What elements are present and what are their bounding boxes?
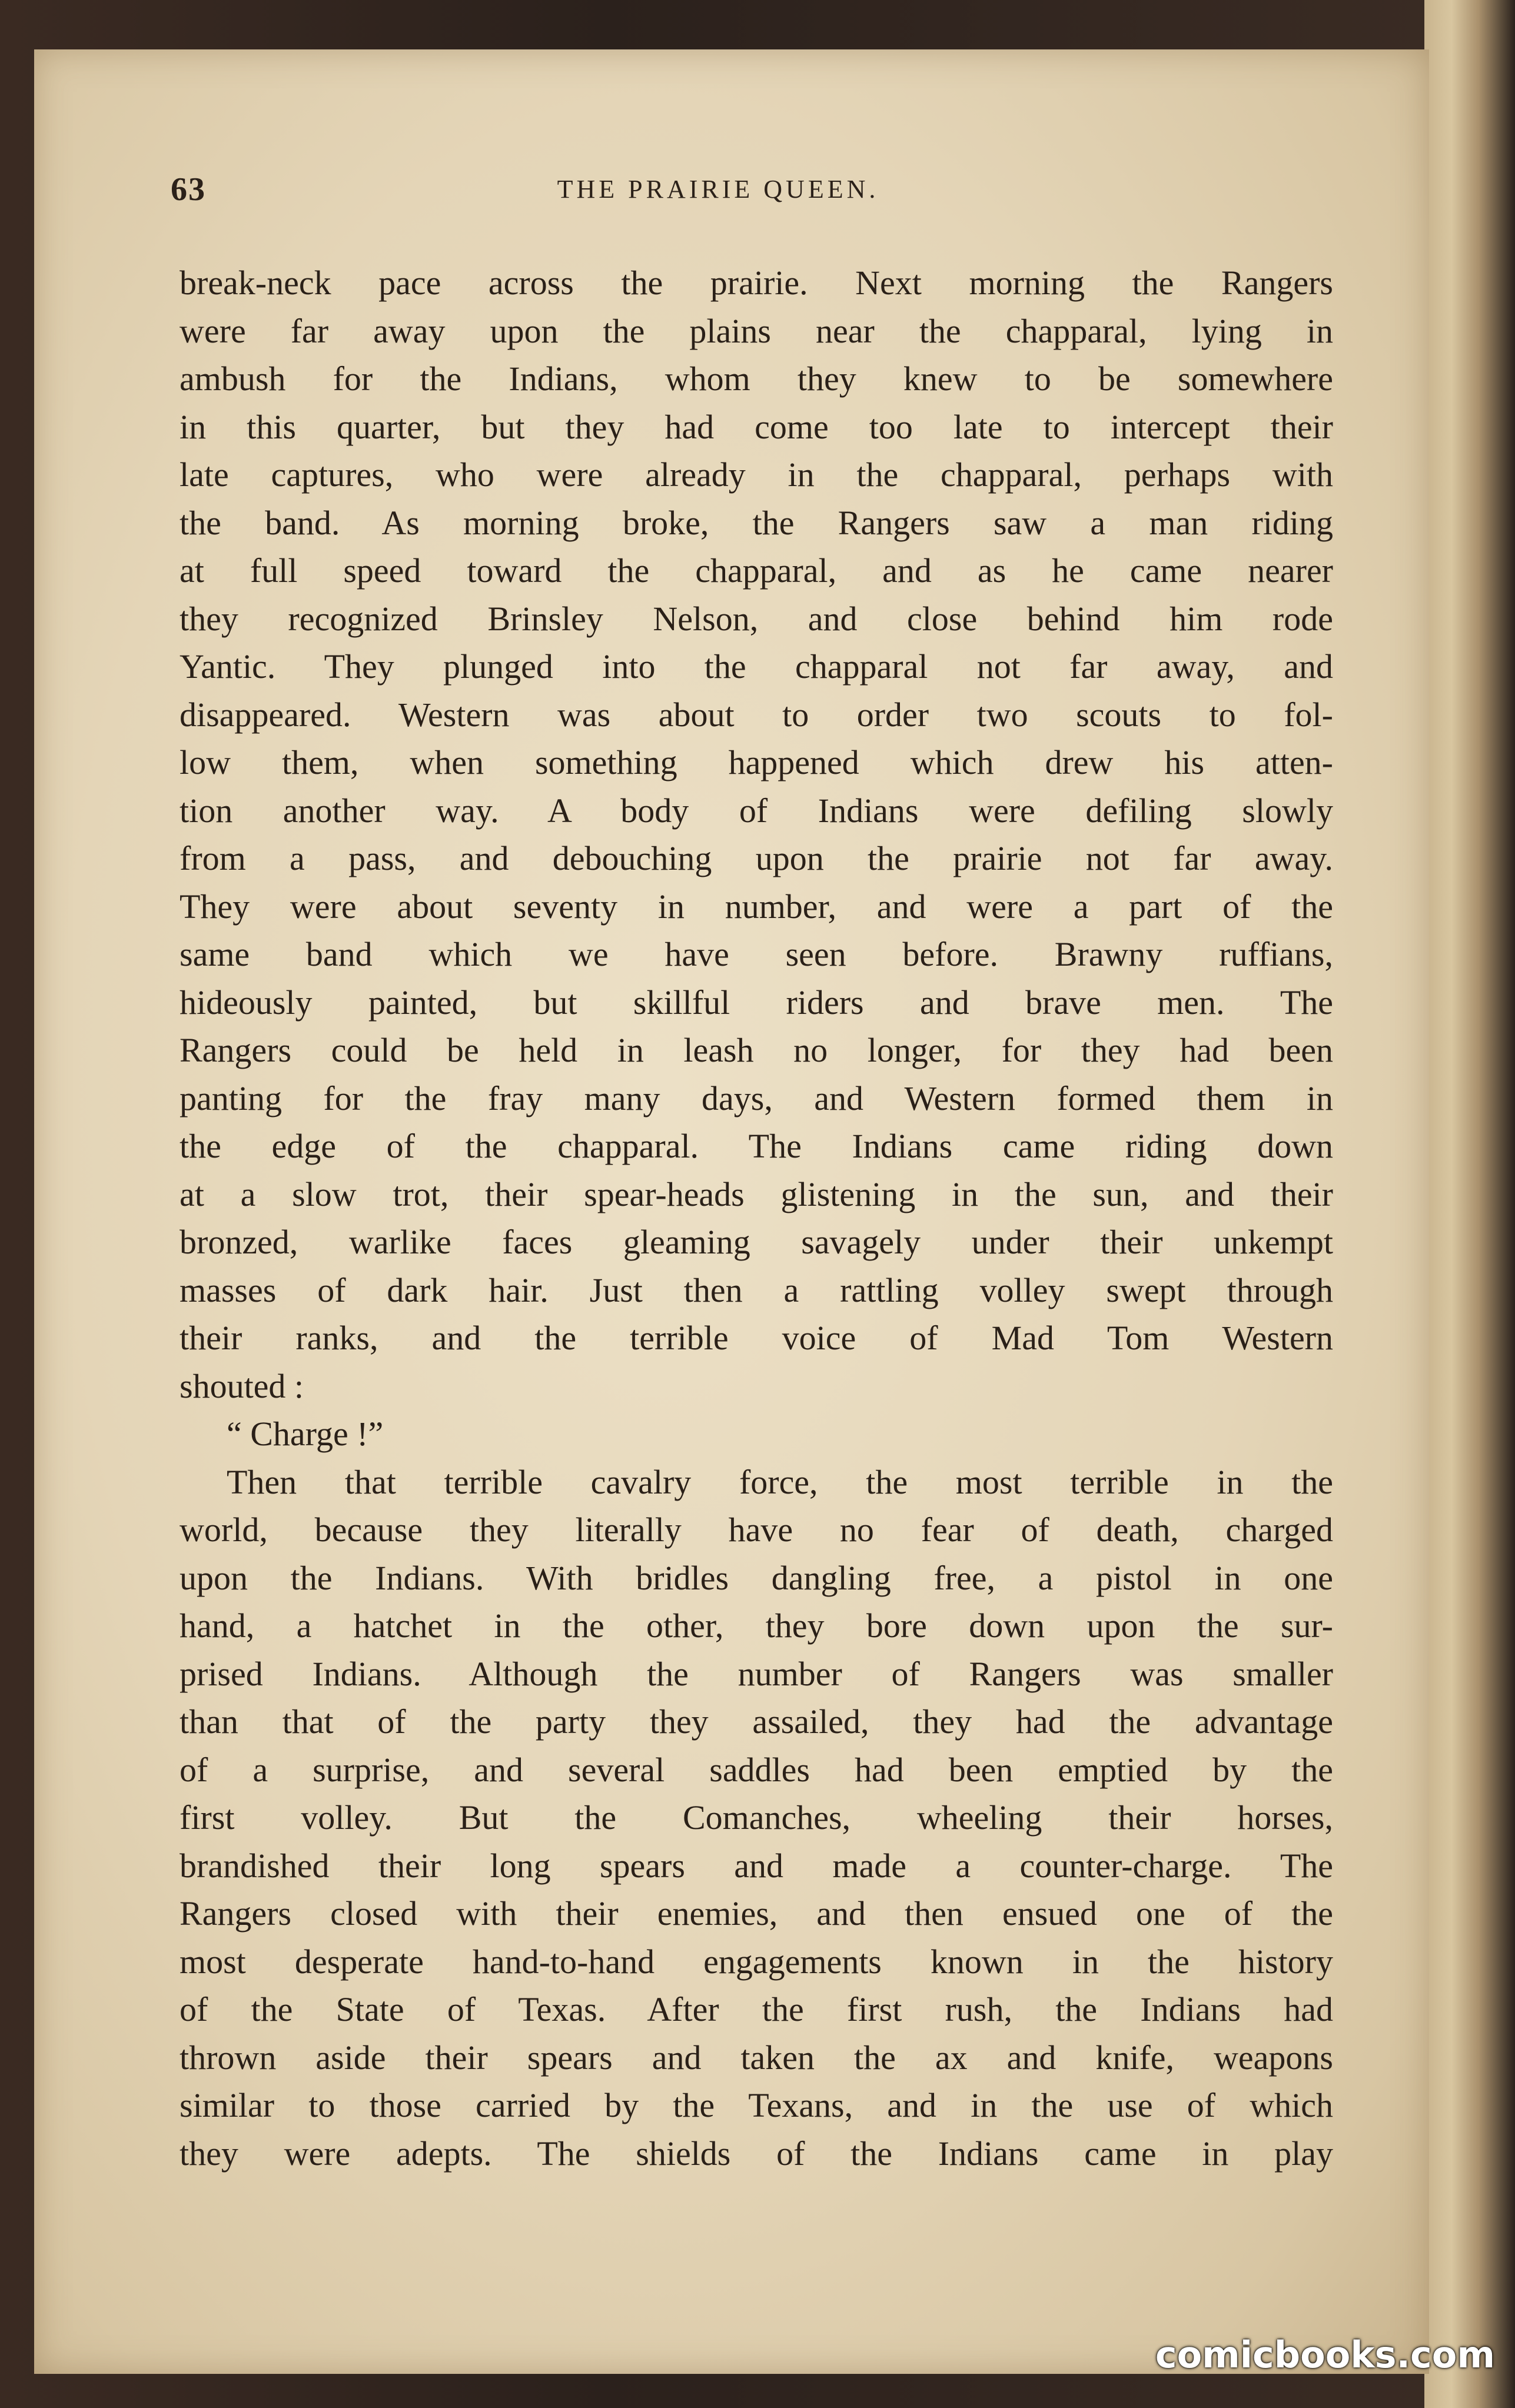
- text-line: at full speed toward the chapparal, and as he came nearer: [180, 551, 1333, 590]
- running-title: THE PRAIRIE QUEEN.: [557, 175, 879, 204]
- text-line: of the State of Texas. After the first rush, the Indians had: [180, 1990, 1333, 2028]
- text-line: they were adepts. The shields of the Indians came in play: [180, 2134, 1333, 2173]
- text-line: tion another way. A body of Indians were defiling slowly: [180, 791, 1333, 830]
- text-line: Rangers closed with their enemies, and then ensued one of the: [180, 1894, 1333, 1933]
- text-line: than that of the party they assailed, they had the advantage: [180, 1702, 1333, 1741]
- text-line: were far away upon the plains near the chapparal, lying in: [180, 311, 1333, 350]
- text-line: their ranks, and the terrible voice of Mad Tom Western: [180, 1319, 1333, 1357]
- running-head: [171, 171, 1289, 218]
- text-line: the edge of the chapparal. The Indians came riding down: [180, 1127, 1333, 1165]
- text-line: from a pass, and debouching upon the prairie not far away.: [180, 839, 1333, 877]
- text-line: bronzed, warlike faces gleaming savagely under their unkempt: [180, 1223, 1333, 1261]
- text-line: same band which we have seen before. Brawny ruffians,: [180, 935, 1333, 973]
- text-line: Yantic. They plunged into the chapparal not far away, and: [180, 647, 1333, 686]
- text-line: upon the Indians. With bridles dangling free, a pistol in one: [180, 1558, 1333, 1597]
- site-watermark: comicbooks.com: [1155, 2333, 1495, 2376]
- text-line: they recognized Brinsley Nelson, and close behind him rode: [180, 599, 1333, 638]
- text-line: late captures, who were already in the chapparal, perhaps with: [180, 455, 1333, 494]
- text-line: masses of dark hair. Just then a rattling volley swept through: [180, 1270, 1333, 1309]
- text-line: at a slow trot, their spear-heads glistening in the sun, and their: [180, 1175, 1333, 1213]
- text-line: hideously painted, but skillful riders and brave men. The: [180, 983, 1333, 1022]
- text-line: in this quarter, but they had come too late to intercept their: [180, 407, 1333, 446]
- text-line: most desperate hand-to-hand engagements known in the history: [180, 1942, 1333, 1981]
- text-line: panting for the fray many days, and Western formed them in: [180, 1079, 1333, 1117]
- facing-page-edge: [1424, 0, 1515, 2408]
- text-line: ambush for the Indians, whom they knew to be somewhere: [180, 360, 1333, 398]
- text-line: break-neck pace across the prairie. Next morning the Rangers: [180, 264, 1333, 302]
- text-line: first volley. But the Comanches, wheeling their horses,: [180, 1798, 1333, 1837]
- text-line: of a surprise, and several saddles had been emptied by the: [180, 1750, 1333, 1789]
- text-line: thrown aside their spears and taken the ax and knife, weapons: [180, 2038, 1333, 2077]
- text-line: similar to those carried by the Texans, and in the use of which: [180, 2086, 1333, 2124]
- text-line: world, because they literally have no fear of death, charged: [180, 1511, 1333, 1549]
- text-line: hand, a hatchet in the other, they bore down upon the sur-: [180, 1607, 1333, 1645]
- body-text: [180, 259, 1333, 2177]
- page-number: 63: [171, 171, 206, 208]
- text-line: Then that terrible cavalry force, the most terrible in the: [227, 1462, 1333, 1501]
- text-line: low them, when something happened which drew his atten-: [180, 743, 1333, 781]
- text-line: the band. As morning broke, the Rangers saw a man riding: [180, 503, 1333, 542]
- text-line: prised Indians. Although the number of Rangers was smaller: [180, 1654, 1333, 1693]
- text-line-dialogue: “ Charge !”: [227, 1415, 384, 1453]
- text-line: Rangers could be held in leash no longer, for they had been: [180, 1031, 1333, 1069]
- text-line: disappeared. Western was about to order two scouts to fol-: [180, 695, 1333, 734]
- text-line: They were about seventy in number, and were a part of the: [180, 887, 1333, 926]
- text-line: brandished their long spears and made a counter-charge. The: [180, 1846, 1333, 1885]
- text-line: shouted :: [180, 1366, 304, 1405]
